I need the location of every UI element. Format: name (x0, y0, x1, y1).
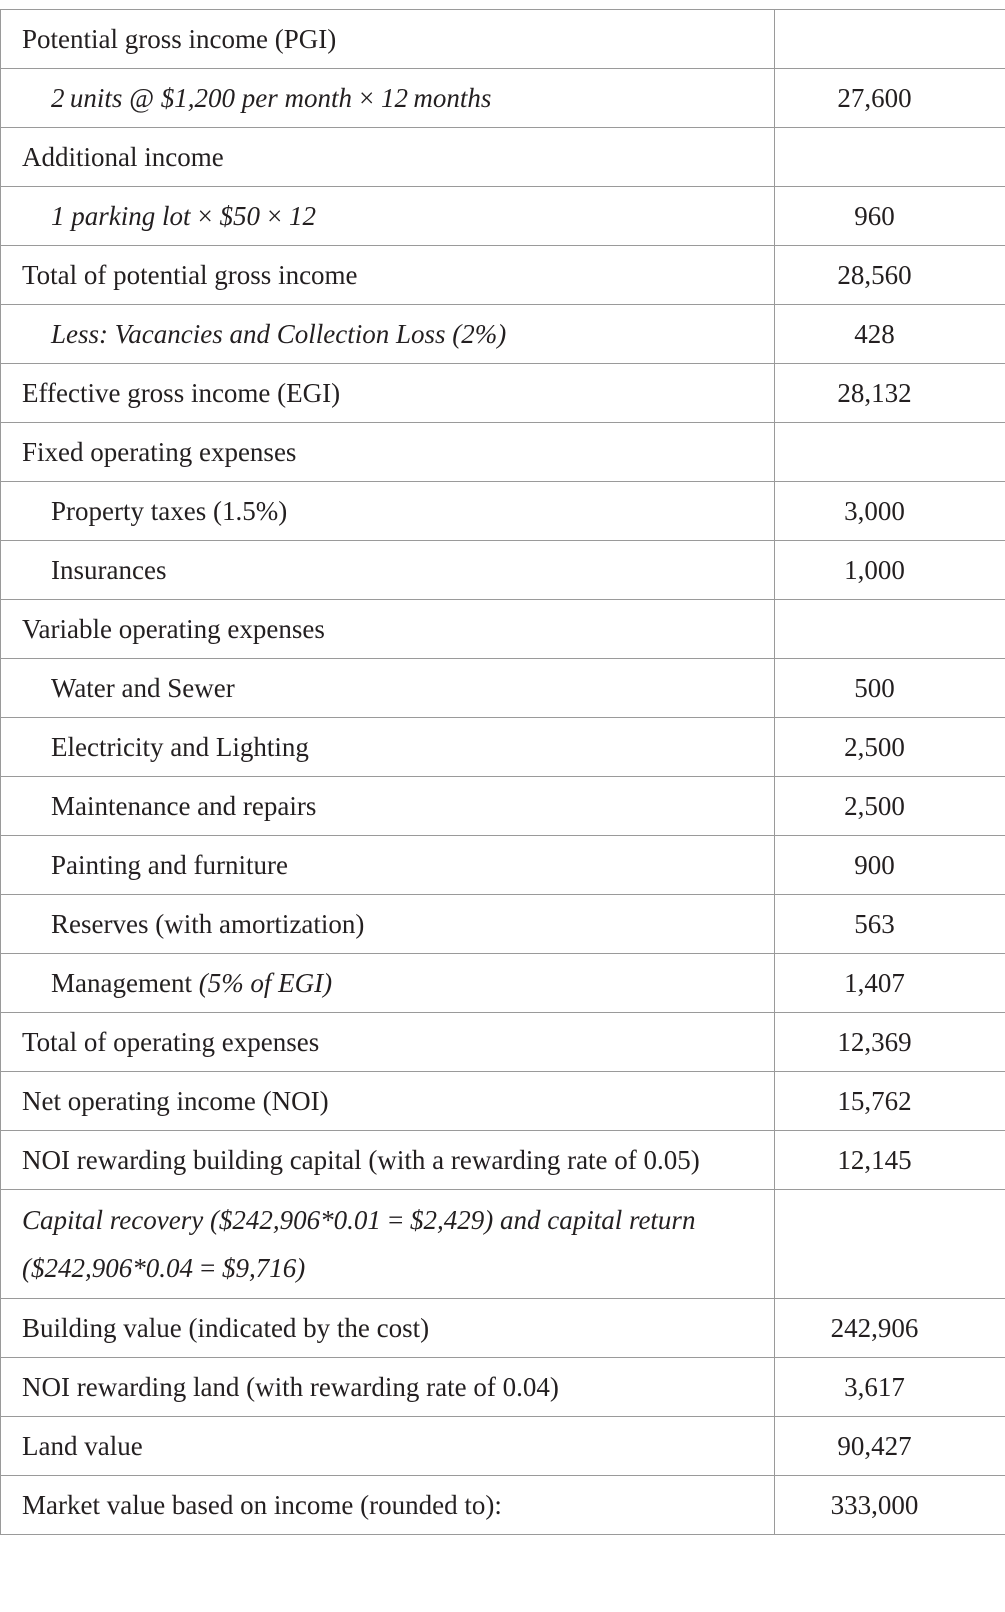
row-value: 90,427 (775, 1417, 1005, 1476)
table-row (1, 718, 1005, 777)
row-label: Market value based on income (rounded to): (1, 1476, 775, 1535)
row-label: : Vacancies and Collection Loss (2%) (99, 318, 507, 349)
row-label: Maintenance and repairs (1, 777, 775, 836)
table-row (1, 1417, 1005, 1476)
row-label-prefix: Less (51, 318, 100, 349)
row-label-suffix: (5% of EGI) (198, 967, 333, 998)
table-row (1, 659, 1005, 718)
row-value (775, 128, 1005, 187)
table-row (1, 128, 1005, 187)
row-value: 3,000 (775, 482, 1005, 541)
table-row (1, 895, 1005, 954)
row-value: 1,407 (775, 954, 1005, 1013)
row-label-cell (1, 305, 775, 364)
table-row (1, 246, 1005, 305)
row-value: 2,500 (775, 777, 1005, 836)
row-label-cell (1, 954, 775, 1013)
row-label: Total of operating expenses (1, 1013, 775, 1072)
row-value: 900 (775, 836, 1005, 895)
row-label: NOI rewarding building capital (with a rewarding rate of 0.05) (1, 1131, 775, 1190)
table-row (1, 1358, 1005, 1417)
row-label: Variable operating expenses (1, 600, 775, 659)
row-label: Effective gross income (EGI) (1, 364, 775, 423)
table-row (1, 600, 1005, 659)
row-label: Water and Sewer (1, 659, 775, 718)
table-row (1, 69, 1005, 128)
row-label: 2 units @ $1,200 per month × 12 months (1, 69, 775, 128)
row-value: 12,369 (775, 1013, 1005, 1072)
row-label: NOI rewarding land (with rewarding rate of 0.04) (1, 1358, 775, 1417)
row-value: 500 (775, 659, 1005, 718)
row-value: 15,762 (775, 1072, 1005, 1131)
row-label: Management (51, 967, 199, 998)
row-value: 28,132 (775, 364, 1005, 423)
table-row (1, 423, 1005, 482)
table-row (1, 777, 1005, 836)
row-value: 3,617 (775, 1358, 1005, 1417)
row-value: 28,560 (775, 246, 1005, 305)
row-value (775, 600, 1005, 659)
table-row (1, 10, 1005, 69)
row-value: 960 (775, 187, 1005, 246)
row-value: 333,000 (775, 1476, 1005, 1535)
row-value: 1,000 (775, 541, 1005, 600)
table-row (1, 836, 1005, 895)
row-value: 428 (775, 305, 1005, 364)
table-row (1, 482, 1005, 541)
row-label: Net operating income (NOI) (1, 1072, 775, 1131)
row-value: 27,600 (775, 69, 1005, 128)
row-value: 563 (775, 895, 1005, 954)
table-row (1, 1476, 1005, 1535)
row-value: 242,906 (775, 1299, 1005, 1358)
row-label: Capital recovery ($242,906*0.01 = $2,429) and capital return ($242,906*0.04 = $9,716) (1, 1190, 775, 1299)
row-label: 1 parking lot × $50 × 12 (1, 187, 775, 246)
row-label: Building value (indicated by the cost) (1, 1299, 775, 1358)
row-value: 12,145 (775, 1131, 1005, 1190)
table-row (1, 1072, 1005, 1131)
row-label: Property taxes (1.5%) (1, 482, 775, 541)
row-label: Electricity and Lighting (1, 718, 775, 777)
row-value: 2,500 (775, 718, 1005, 777)
table-row (1, 1190, 1005, 1299)
table-row (1, 1013, 1005, 1072)
row-value (775, 423, 1005, 482)
row-label: Land value (1, 1417, 775, 1476)
row-value (775, 10, 1005, 69)
table-row (1, 305, 1005, 364)
row-label: Additional income (1, 128, 775, 187)
row-label: Painting and furniture (1, 836, 775, 895)
table-row (1, 1299, 1005, 1358)
row-value (775, 1190, 1005, 1299)
table-row (1, 954, 1005, 1013)
table-row (1, 541, 1005, 600)
row-label: Total of potential gross income (1, 246, 775, 305)
row-label: Reserves (with amortization) (1, 895, 775, 954)
income-valuation-table (0, 9, 1005, 1535)
row-label: Insurances (1, 541, 775, 600)
table-row (1, 1131, 1005, 1190)
row-label: Potential gross income (PGI) (1, 10, 775, 69)
row-label: Fixed operating expenses (1, 423, 775, 482)
table-row (1, 364, 1005, 423)
table-row (1, 187, 1005, 246)
